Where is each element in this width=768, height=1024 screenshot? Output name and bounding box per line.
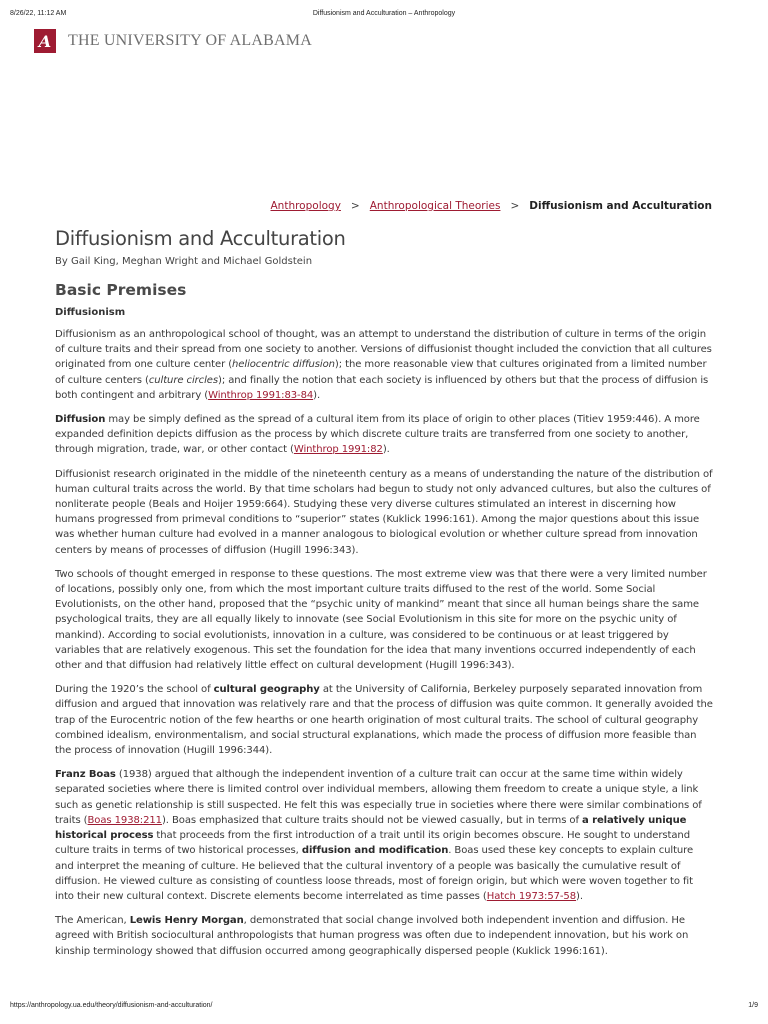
university-name[interactable]: THE UNIVERSITY OF ALABAMA: [68, 32, 312, 49]
breadcrumb-link-theories[interactable]: Anthropological Theories: [369, 200, 501, 212]
text: The American,: [55, 915, 130, 927]
breadcrumb-separator: >: [350, 200, 360, 212]
citation-link[interactable]: Boas 1938:211: [87, 814, 162, 826]
text: During the 1920’s the school of: [55, 684, 214, 696]
citation-link[interactable]: Winthrop 1991:82: [293, 444, 383, 456]
breadcrumb-current: Diffusionism and Acculturation: [529, 200, 712, 212]
subsection-heading: Diffusionism: [55, 307, 126, 318]
text: , demonstrated that social change involved both independent invention and diffusion. He agreed with British sociocultural anthropologists that human progress was often due to independent innovation, but his work on kinship terminology showed that diffusion occurred among geographically dispersed people (Kuklick 1996:161).: [55, 915, 689, 957]
italic-term: culture circles: [148, 374, 218, 386]
bold-term: a relatively unique historical process: [55, 814, 687, 842]
text: ). Boas emphasized that culture traits should not be viewed casually, but in terms of: [161, 814, 583, 826]
print-page-title: Diffusionism and Acculturation – Anthropology: [312, 10, 456, 17]
print-date: 8/26/22, 11:12 AM: [10, 10, 67, 17]
university-logo-icon[interactable]: A: [34, 29, 56, 53]
breadcrumb-link-anthropology[interactable]: Anthropology: [270, 200, 341, 212]
text: ); the more reasonable view that cultures originated from a limited number of culture centers (: [55, 359, 707, 386]
bold-term: Franz Boas: [55, 769, 116, 781]
article: [55, 227, 713, 959]
text: ).: [382, 444, 390, 456]
text: that proceeds from the first introduction of a trait until its origin becomes obscure. He sought to understand culture traits in terms of two historical processes,: [55, 830, 690, 857]
paragraph-4: Two schools of thought emerged in response to these questions. The most extreme view was that there were a very limited number of locations, possibly only one, from which the most important culture traits diffused to the rest of the world. Some Social Evolutionists, on the other hand, proposed that the “psychic unity of mankind” meant that since all human beings share the same psychological traits, they are all equally likely to innovate (see Social Evolutionism in this site for more on the psychic unity of mankind). According to social evolutionists, innovation in a culture, was considered to be continuous or at least triggered by variables that are relatively exogenous. This set the foundation for the idea that many inventions occurred independently of each other and that diffusion had relatively little effect on cultural development (Hugill 1996:343).: [55, 568, 707, 672]
text: ).: [313, 389, 321, 401]
italic-term: heliocentric diffusion: [232, 359, 335, 371]
site-header[interactable]: [34, 28, 312, 54]
text: may be simply defined as the spread of a cultural item from its place of origin to other places (Titiev 1959:446). A more expanded definition depicts diffusion as the process by which discrete culture traits are transferred from one society to another, through migration, trade, war, or other contact (: [55, 414, 700, 456]
citation-link[interactable]: Hatch 1973:57-58: [486, 890, 577, 902]
breadcrumb: [270, 200, 712, 212]
bold-term: cultural geography: [213, 684, 320, 696]
text: (1938) argued that although the independent invention of a culture trait can occur at the same time within widely separated societies where there is limited control over individual members, allowing them freedom to create a unique style, a link such as genetic relationship is still suspected. He felt this was especially true in societies where there were similar combinations of traits (: [55, 769, 702, 826]
bold-term: Lewis Henry Morgan: [129, 915, 244, 927]
paragraph-3: Diffusionist research originated in the middle of the nineteenth century as a means of understanding the nature of the distribution of human cultural traits across the world. By that time scholars had begun to study not only advanced cultures, but also the cultures of nonliterate people (Beals and Hoijer 1959:664). Studying these very diverse cultures stimulated an interest in discerning how humans progressed from primeval conditions to “superior” states (Kuklick 1996:161). Among the major questions about this issue was whether human culture had evolved in a manner analogous to biological evolution or whether culture spread from innovation centers by means of processes of diffusion (Hugill 1996:343).: [55, 468, 713, 556]
bold-term: Diffusion: [55, 414, 106, 426]
print-url: https://anthropology.ua.edu/theory/diffusionism-and-acculturation/: [10, 1002, 213, 1009]
text: . Boas used these key concepts to explain culture and interpret the meaning of culture. He believed that the cultural inventory of a people was basically the cumulative result of diffusion. He viewed culture as consisting of countless loose threads, most of foreign origin, but which were woven together to fit into their new cultural context. Discrete elements become interrelated as time passes (: [55, 845, 694, 902]
text: ); and finally the notion that each society is influenced by others but that the process of diffusion is both contingent and arbitrary (: [55, 374, 709, 401]
text: Diffusionism as an anthropological school of thought, was an attempt to understand the distribution of culture in terms of the origin of culture traits and their spread from one society to another. Versions of diffusionist thought included the conviction that all cultures originated from one culture center (: [55, 329, 712, 371]
citation-link[interactable]: Winthrop 1991:83-84: [208, 389, 314, 401]
section-heading: Basic Premises: [55, 281, 187, 299]
paragraph-1: [55, 327, 713, 403]
paragraph-5: [55, 682, 713, 758]
text: at the University of California, Berkeley purposely separated innovation from diffusion and argued that innovation was relatively rare and that the process of diffusion was quite common. It generally avoided the trap of the Eurocentric notion of the few hearths or one hearth origination of most cultural traits. The school of cultural geography combined idealism, environmentalism, and social structural explanations, which made the process of diffusion more feasible than the process of innovation (Hugill 1996:344).: [55, 684, 713, 757]
byline: By Gail King, Meghan Wright and Michael Goldstein: [55, 256, 313, 267]
paragraph-6: [55, 767, 713, 904]
breadcrumb-separator: >: [510, 200, 520, 212]
page-title: Diffusionism and Acculturation: [55, 227, 346, 250]
bold-term: diffusion and modification: [301, 845, 449, 857]
paragraph-7: [55, 913, 713, 959]
text: ).: [576, 890, 583, 902]
print-page-number: 1/9: [748, 1002, 758, 1009]
paragraph-2: [55, 412, 713, 458]
